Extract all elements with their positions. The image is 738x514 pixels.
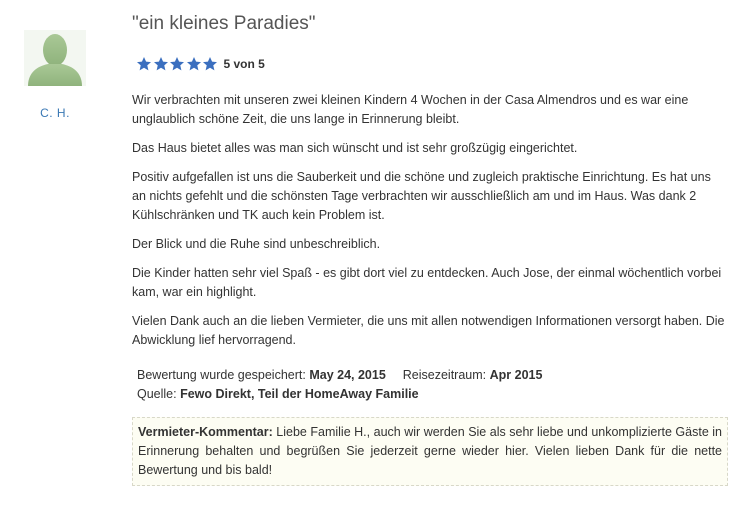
rating <box>136 55 728 73</box>
review-paragraph: Wir verbrachten mit unseren zwei kleinen Kindern 4 Wochen in der Casa Almendros und es war eine unglaublich schöne Zeit, die uns lange in Erinnerung bleibt. <box>132 93 689 126</box>
review-paragraph: Der Blick und die Ruhe sind unbeschreiblich. <box>132 237 381 251</box>
review-body <box>132 91 728 350</box>
source-label: Quelle: <box>137 387 177 401</box>
review-paragraph: Vielen Dank auch an die lieben Vermieter, die uns mit allen notwendigen Informationen versorgt haben. Die Abwicklung lief hervorragend. <box>132 314 725 347</box>
avatar <box>24 30 86 86</box>
saved-label: Bewertung wurde gespeichert: <box>137 368 306 382</box>
rating-stars <box>136 56 219 72</box>
source-value: Fewo Direkt, Teil der HomeAway Familie <box>180 387 419 401</box>
review-paragraph: Die Kinder hatten sehr viel Spaß - es gibt dort viel zu entdecken. Auch Jose, der einmal wöchentlich vorbei kam, war ein highlight. <box>132 266 722 299</box>
owner-comment <box>132 417 728 486</box>
star-icon <box>153 56 169 72</box>
travel-label: Reisezeitraum: <box>402 368 487 382</box>
owner-comment-label: Vermieter-Kommentar: <box>138 425 273 439</box>
user-silhouette-icon <box>24 30 86 86</box>
review-content <box>132 12 728 486</box>
review-paragraph: Das Haus bietet alles was man sich wünscht und ist sehr großzügig eingerichtet. <box>132 141 578 155</box>
reviewer-name[interactable]: C. H. <box>40 106 70 120</box>
travel-period: Apr 2015 <box>489 368 543 382</box>
owner-comment-text: Liebe Familie H., auch wir werden Sie als sehr liebe und unkomplizierte Gäste in Erinnerung behalten und begrüßen Sie jederzeit gerne wieder hier. Vielen lieben Dank für die nette Bewertung und bis bald! <box>138 425 722 477</box>
saved-date: May 24, 2015 <box>309 368 386 382</box>
reviewer-column <box>24 30 86 120</box>
rating-text: 5 von 5 <box>223 57 265 71</box>
star-icon <box>202 56 218 72</box>
star-icon <box>186 56 202 72</box>
review-source <box>137 385 728 404</box>
review-dates <box>137 366 728 385</box>
review-paragraph: Positiv aufgefallen ist uns die Sauberkeit und die schöne und zugleich praktische Einrichtung. Es hat uns an nichts gefehlt und die schönsten Tage verbrachten wir ausschließlich am und im Haus. Was dank 2 Kühlschränken und TK auch kein Problem ist. <box>132 170 711 222</box>
star-icon <box>136 56 152 72</box>
review-title: "ein kleines Paradies" <box>132 13 316 34</box>
star-icon <box>169 56 185 72</box>
review-meta <box>137 366 728 404</box>
